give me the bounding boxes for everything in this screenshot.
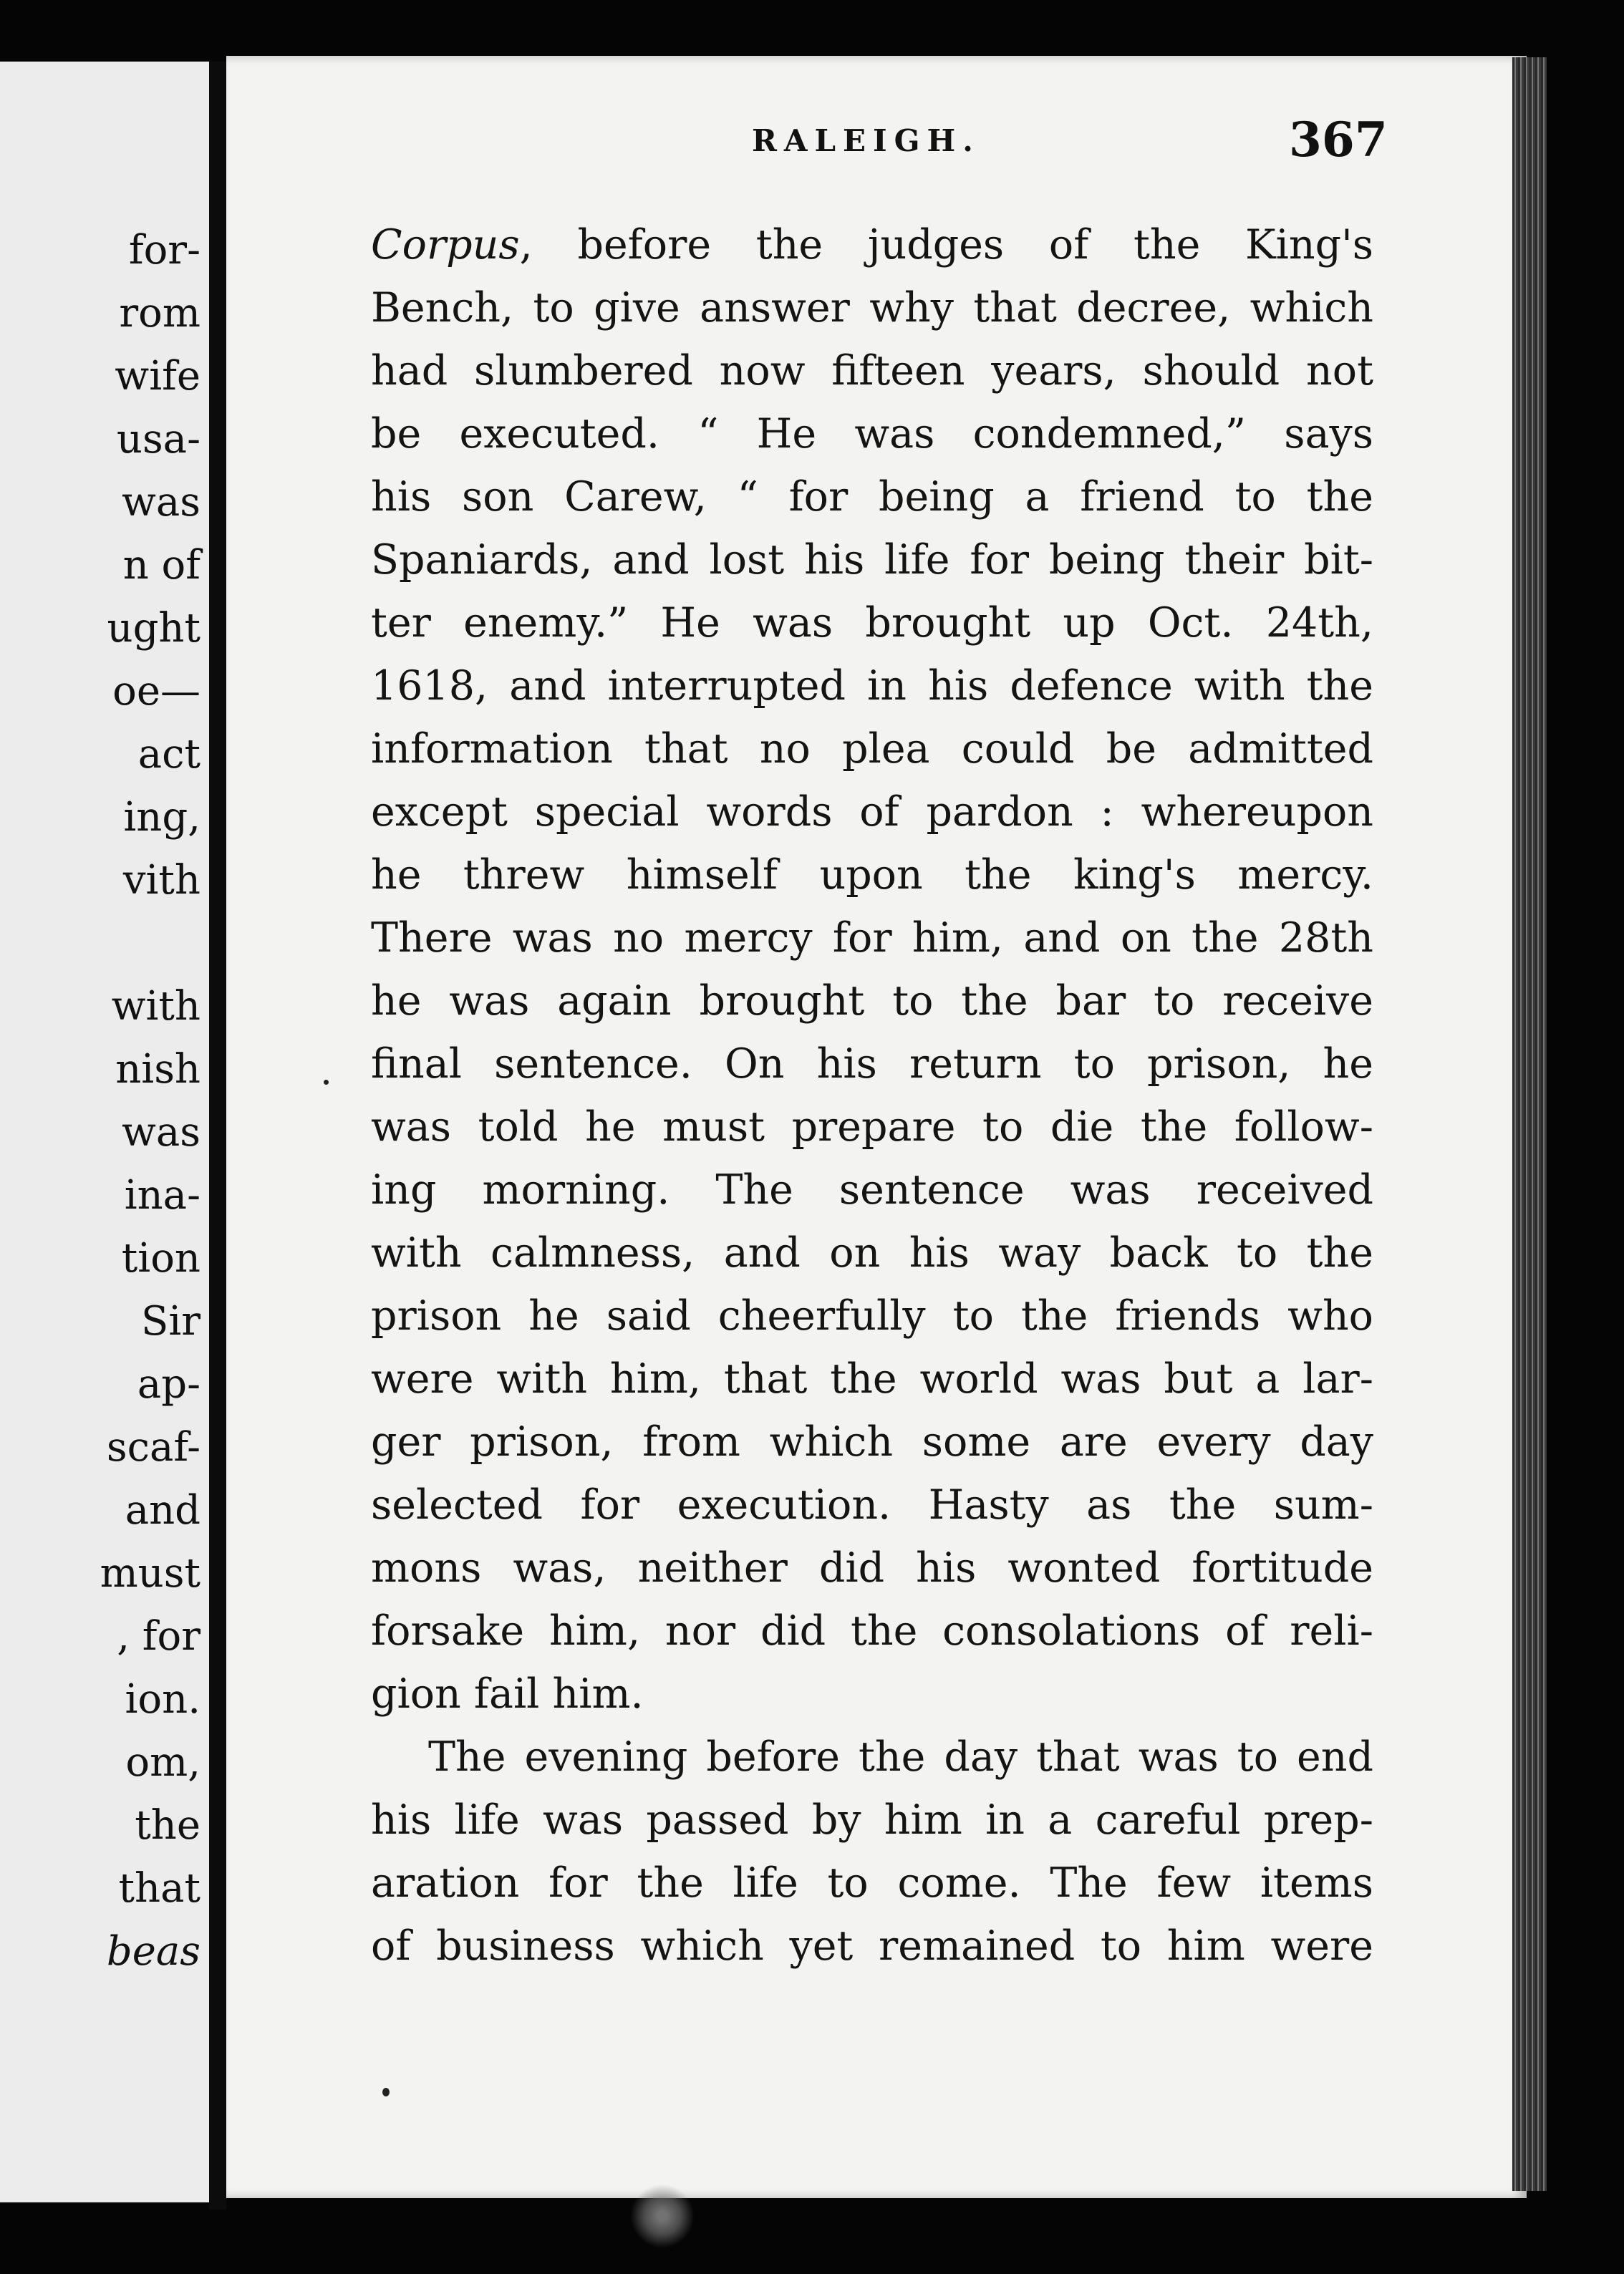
- text-line: information that no plea could be admitted: [371, 725, 1373, 773]
- facing-line: tion: [121, 1235, 200, 1282]
- text-line: of business which yet remained to him were: [371, 1922, 1373, 1970]
- ink-speck: [382, 2088, 390, 2096]
- facing-line: ing,: [123, 794, 200, 841]
- page-number: 367: [1289, 112, 1388, 168]
- facing-line: ion.: [125, 1676, 200, 1723]
- running-head: RALEIGH.: [752, 123, 980, 158]
- text-line: he threw himself upon the king's mercy.: [371, 851, 1373, 899]
- paragraph-first-line: The evening before the day that was to end: [428, 1733, 1373, 1781]
- text-line: Spaniards, and lost his life for being their bit-: [371, 536, 1373, 584]
- facing-line: ina-: [124, 1172, 200, 1219]
- facing-line: oe—: [112, 668, 200, 715]
- text-line: he was again brought to the bar to receive: [371, 977, 1373, 1025]
- scan-artifact: [630, 2184, 695, 2248]
- text-line: his life was passed by him in a careful prep-: [371, 1796, 1373, 1844]
- facing-line: vith: [122, 857, 200, 904]
- facing-line: act: [137, 731, 200, 778]
- facing-line: usa-: [116, 416, 200, 463]
- facing-line: wife: [115, 353, 200, 400]
- facing-line: ap-: [137, 1361, 200, 1408]
- facing-line: for-: [128, 227, 200, 274]
- facing-line: was: [121, 1109, 200, 1156]
- text-line: ger prison, from which some are every day: [371, 1418, 1373, 1466]
- facing-line: beas: [106, 1928, 200, 1975]
- text-line: aration for the life to come. The few items: [371, 1859, 1373, 1907]
- italic-word: Corpus: [371, 221, 520, 268]
- text-line: [371, 213, 1373, 276]
- text-line: forsake him, nor did the consolations of reli-: [371, 1607, 1373, 1655]
- facing-line: , for: [117, 1613, 200, 1660]
- facing-line: the: [135, 1802, 200, 1849]
- facing-line: n of: [122, 542, 200, 589]
- facing-line: scaf-: [106, 1424, 200, 1471]
- facing-line: rom: [119, 290, 200, 337]
- text-line: ter enemy.” He was brought up Oct. 24th,: [371, 599, 1373, 647]
- text-line: his son Carew, “ for being a friend to the: [371, 473, 1373, 521]
- text-line: Bench, to give answer why that decree, which: [371, 284, 1373, 332]
- text-line: selected for execution. Hasty as the sum-: [371, 1481, 1373, 1529]
- text-line: mons was, neither did his wonted fortitude: [371, 1544, 1373, 1592]
- text-line: be executed. “ He was condemned,” says: [371, 410, 1373, 458]
- line-text: , before the judges of the King's: [519, 221, 1373, 268]
- facing-line: nish: [115, 1046, 200, 1093]
- paragraph-end-line: gion fail him.: [371, 1670, 644, 1718]
- facing-line: [0, 912, 200, 975]
- text-line: had slumbered now fifteen years, should not: [371, 347, 1373, 395]
- facing-line: that: [118, 1865, 200, 1912]
- book-gutter: [209, 62, 226, 2210]
- page-edges: [1512, 57, 1547, 2191]
- facing-line: Sir: [140, 1298, 200, 1345]
- text-line: There was no mercy for him, and on the 28th: [371, 914, 1373, 962]
- facing-line: must: [100, 1550, 200, 1597]
- text-line: was told he must prepare to die the follow-: [371, 1103, 1373, 1151]
- facing-page-left: [0, 62, 213, 2202]
- text-line: except special words of pardon : whereupon: [371, 788, 1373, 836]
- facing-line: with: [111, 983, 200, 1030]
- text-line: 1618, and interrupted in his defence with the: [371, 662, 1373, 710]
- facing-line: was: [121, 479, 200, 526]
- text-line: final sentence. On his return to prison, he: [371, 1040, 1373, 1088]
- text-line: with calmness, and on his way back to the: [371, 1229, 1373, 1277]
- text-line: ing morning. The sentence was received: [371, 1166, 1373, 1214]
- ink-speck: [324, 1080, 329, 1085]
- body-text: [371, 213, 1373, 1978]
- text-line: prison he said cheerfully to the friends who: [371, 1292, 1373, 1340]
- facing-page-text: [0, 219, 200, 1983]
- facing-line: om,: [125, 1739, 200, 1786]
- facing-line: ught: [107, 605, 200, 652]
- text-line: were with him, that the world was but a lar-: [371, 1355, 1373, 1403]
- facing-line: and: [125, 1487, 200, 1534]
